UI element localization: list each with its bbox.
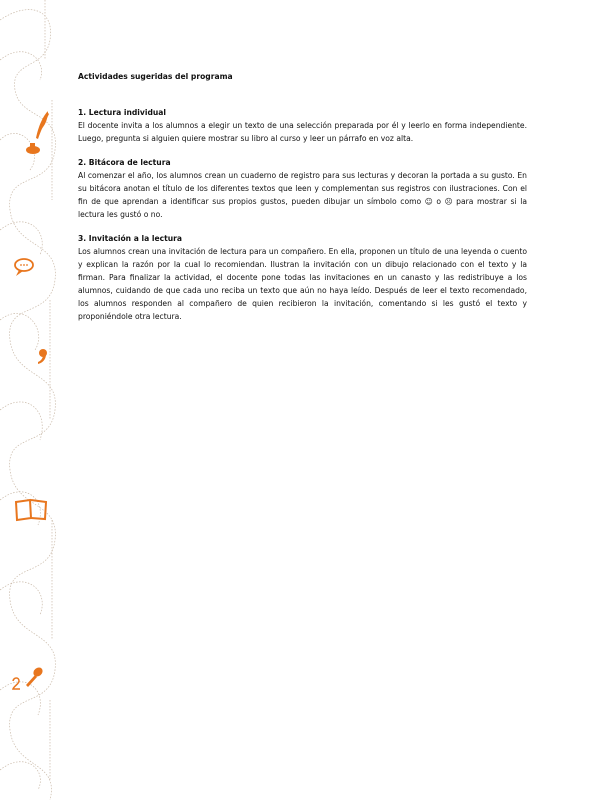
comma-icon: [38, 349, 47, 364]
microphone-icon: [13, 666, 44, 689]
section-heading: 2. Bitácora de lectura: [78, 158, 171, 167]
section-heading: 3. Invitación a la lectura: [78, 234, 183, 243]
quill-icon: [36, 111, 49, 139]
decorative-border: [0, 0, 70, 800]
section-body: Los alumnos crean una invitación de lectura para un compañero. En ella, proponen un título de una leyenda o cuento y explican la razón por la cual lo recomiendan. Ilustran la invitación con un dibujo relacionado con el texto y la firman. Para finalizar la actividad, el docente pone todas las invitaciones en un canasto y las redistribuye a los alumnos, cuidando de que cada uno reciba un texto que aún no haya leído. Después de leer el texto recomendado, los alumnos responden al compañero de quien recibieron la invitación, comentando si les gustó el texto y proponiéndole otra lectura.: [78, 247, 527, 321]
section-body: El docente invita a los alumnos a elegir un texto de una selección preparada por él y leerlo en forma independiente. Luego, pregunta si alguien quiere mostrar su libro al curso y leer un párrafo en voz alta.: [78, 121, 527, 143]
section-body: Al comenzar el año, los alumnos crean un cuaderno de registro para sus lecturas y decoran la portada a su gusto. En su bitácora anotan el título de los diferentes textos que leen y complementan sus registros con ilustraciones. Con el fin de que aprendan a identificar sus propios gustos, pueden dibujar un símbolo como ☺ o ☹ para mostrar si la lectura les gustó o no.: [78, 171, 527, 219]
open-book-icon: [16, 500, 46, 520]
inkwell-icon: [26, 143, 40, 154]
section-heading: 1. Lectura individual: [78, 108, 167, 117]
speech-bubble-icon: [15, 259, 33, 276]
document-body: [78, 70, 527, 334]
document-title: Actividades sugeridas del programa: [78, 72, 233, 81]
